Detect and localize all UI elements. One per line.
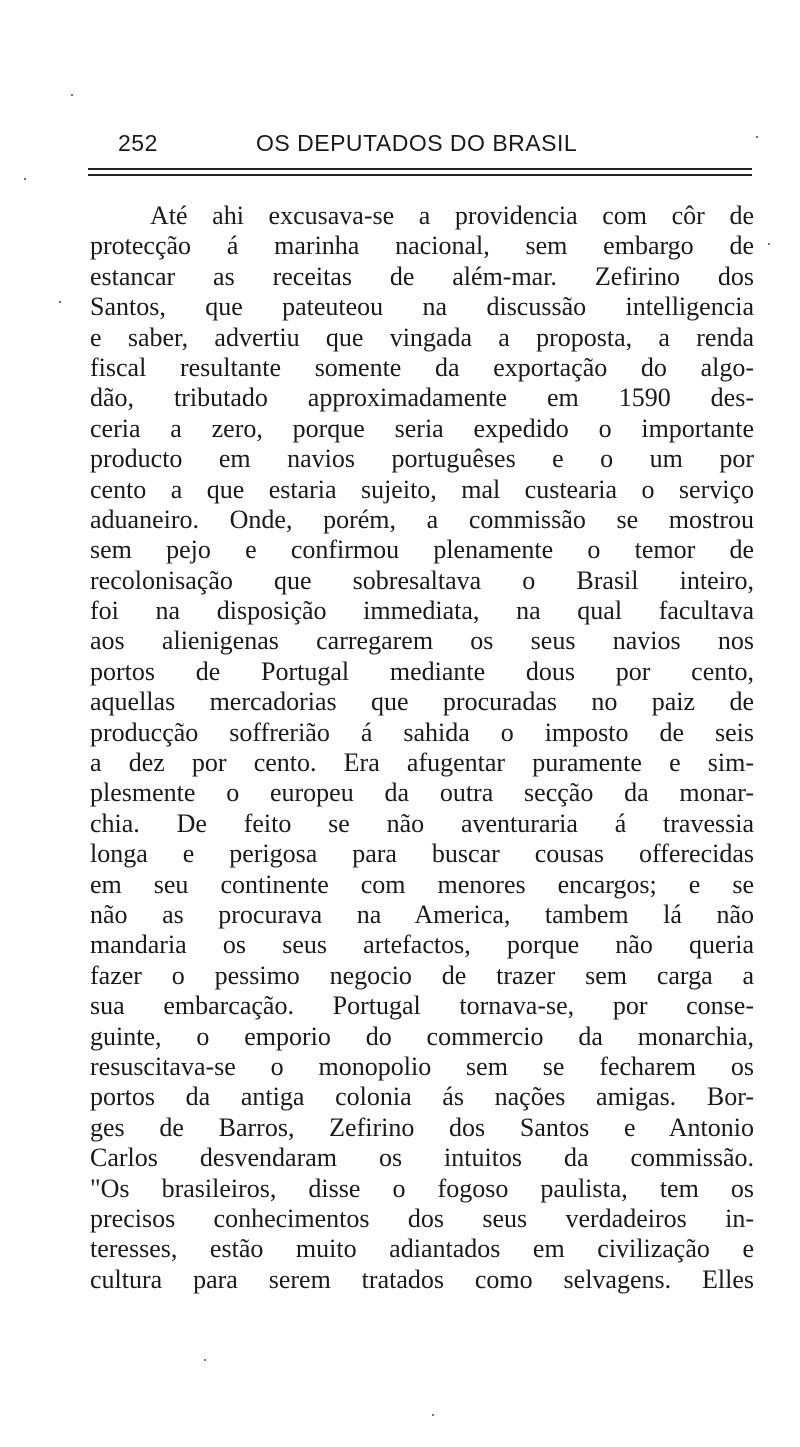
scan-speck bbox=[432, 1414, 434, 1416]
text-line: protecção á marinha nacional, sem embargo de bbox=[90, 231, 754, 261]
text-line: fiscal resultante somente da exportação do algo- bbox=[90, 352, 754, 382]
scan-speck bbox=[768, 243, 770, 245]
body-paragraph bbox=[90, 201, 754, 1295]
text-line: e saber, advertiu que vingada a proposta, a renda bbox=[90, 322, 754, 352]
text-line: em seu continente com menores encargos; e se bbox=[90, 869, 754, 899]
text-line: fazer o pessimo negocio de trazer sem carga a bbox=[90, 960, 754, 990]
scan-speck bbox=[59, 301, 61, 303]
running-header bbox=[118, 130, 638, 166]
text-line: a dez por cento. Era afugentar puramente e sim- bbox=[90, 748, 754, 778]
page-number: 252 bbox=[118, 130, 158, 156]
text-line: cultura para serem tratados como selvagens. Elles bbox=[90, 1264, 754, 1294]
header-rule-bottom bbox=[88, 174, 752, 176]
scan-speck bbox=[24, 178, 26, 180]
scan-speck bbox=[756, 136, 758, 138]
text-line: Até ahi excusava-se a providencia com côr de bbox=[150, 201, 754, 230]
text-line: aduaneiro. Onde, porém, a commissão se mostrou bbox=[90, 504, 754, 534]
text-line: foi na disposição immediata, na qual facultava bbox=[90, 596, 754, 626]
text-line: chia. De feito se não aventuraria á travessia bbox=[90, 808, 754, 838]
text-line: guinte, o emporio do commercio da monarchia, bbox=[90, 1021, 754, 1051]
text-line: producção soffrerião á sahida o imposto de seis bbox=[90, 717, 754, 747]
text-line: producto em navios portuguêses e o um por bbox=[90, 444, 754, 474]
text-line: resuscitava-se o monopolio sem se fecharem os bbox=[90, 1051, 754, 1081]
scan-speck bbox=[204, 1359, 206, 1361]
text-line: ceria a zero, porque seria expedido o importante bbox=[90, 413, 754, 443]
text-line: estancar as receitas de além-mar. Zefirino dos bbox=[90, 261, 754, 291]
text-line: longa e perigosa para buscar cousas offerecidas bbox=[90, 839, 754, 869]
text-line: sua embarcação. Portugal tornava-se, por conse- bbox=[90, 991, 754, 1021]
text-line: cento a que estaria sujeito, mal custearia o serviço bbox=[90, 474, 754, 504]
text-line: portos da antiga colonia ás nações amigas. Bor- bbox=[90, 1082, 754, 1112]
header-rule-top bbox=[88, 168, 752, 170]
running-title: OS DEPUTADOS DO BRASIL bbox=[256, 130, 578, 156]
text-line: aos alienigenas carregarem os seus navios nos bbox=[90, 626, 754, 656]
text-line: portos de Portugal mediante dous por cento, bbox=[90, 656, 754, 686]
text-line: plesmente o europeu da outra secção da monar- bbox=[90, 778, 754, 808]
text-line: recolonisação que sobresaltava o Brasil inteiro, bbox=[90, 565, 754, 595]
scan-speck bbox=[71, 94, 73, 96]
text-line: Carlos desvendaram os intuitos da commissão. bbox=[90, 1143, 754, 1173]
text-line: mandaria os seus artefactos, porque não queria bbox=[90, 930, 754, 960]
text-line: ges de Barros, Zefirino dos Santos e Antonio bbox=[90, 1112, 754, 1142]
text-line: Santos, que pateuteou na discussão intelligencia bbox=[90, 292, 754, 322]
text-line: teresses, estão muito adiantados em civilização e bbox=[90, 1234, 754, 1264]
text-line: "Os brasileiros, disse o fogoso paulista, tem os bbox=[90, 1173, 754, 1203]
text-line: sem pejo e confirmou plenamente o temor de bbox=[90, 535, 754, 565]
text-line: não as procurava na America, tambem lá não bbox=[90, 899, 754, 929]
text-line: aquellas mercadorias que procuradas no paiz de bbox=[90, 687, 754, 717]
text-line: precisos conhecimentos dos seus verdadeiros in- bbox=[90, 1203, 754, 1233]
text-line: dão, tributado approximadamente em 1590 des- bbox=[90, 383, 754, 413]
